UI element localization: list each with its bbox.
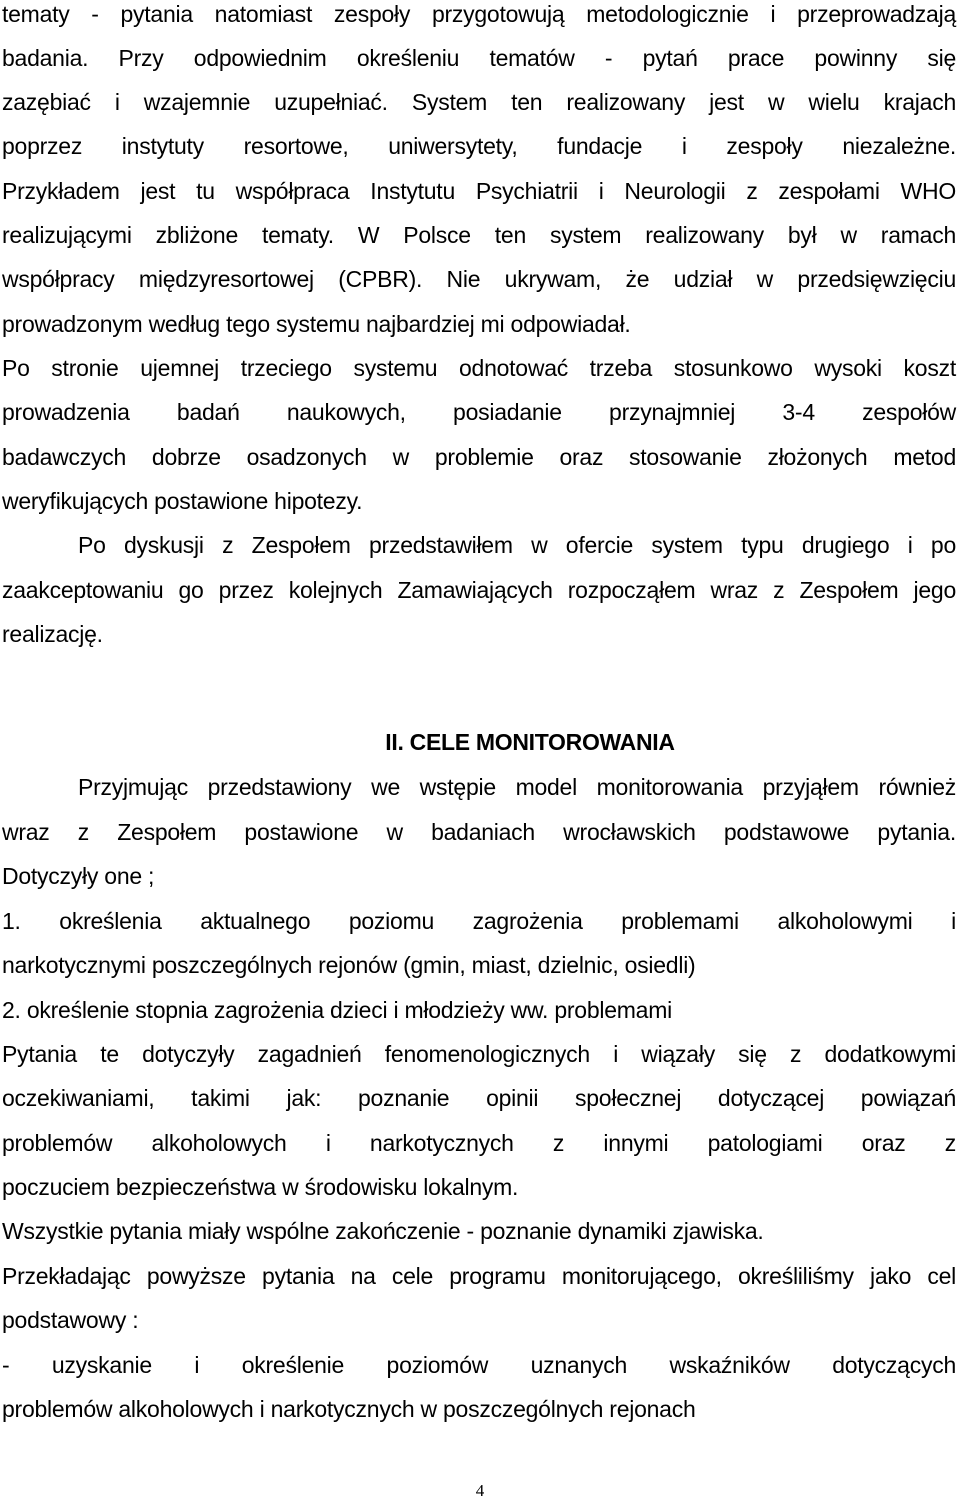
text-line: poczuciem bezpieczeństwa w środowisku lokalnym. — [2, 1174, 519, 1200]
text-line: współpracy międzyresortowej (CPBR). Nie ukrywam, że udział w przedsięwzięciu — [2, 266, 956, 292]
text-line: Po stronie ujemnej trzeciego systemu odnotować trzeba stosunkowo wysoki koszt — [2, 355, 956, 381]
text-line: badawczych dobrze osadzonych w problemie oraz stosowanie złożonych metod — [2, 444, 956, 470]
text-line: zaakceptowaniu go przez kolejnych Zamawiających rozpocząłem wraz z Zespołem jego — [2, 577, 956, 603]
text-line: weryfikujących postawione hipotezy. — [2, 488, 363, 514]
text-line: tematy - pytania natomiast zespoły przygotowują metodologicznie i przeprowadzają — [2, 1, 956, 27]
text-line: oczekiwaniami, takimi jak: poznanie opinii społecznej dotyczącej powiązań — [2, 1085, 956, 1111]
text-line: Przyjmując przedstawiony we wstępie model monitorowania przyjąłem również — [78, 774, 956, 800]
text-line: Po dyskusji z Zespołem przedstawiłem w ofercie system typu drugiego i po — [78, 532, 956, 558]
text-line: prowadzenia badań naukowych, posiadanie przynajmniej 3-4 zespołów — [2, 399, 956, 425]
page-number: 4 — [475, 1481, 485, 1500]
list-item-line: 1. określenia aktualnego poziomu zagrożenia problemami alkoholowymi i — [2, 908, 956, 934]
text-line: prowadzonym według tego systemu najbardziej mi odpowiadał. — [2, 311, 631, 337]
text-line: wraz z Zespołem postawione w badaniach wrocławskich podstawowe pytania. — [2, 819, 956, 845]
list-item-line: - uzyskanie i określenie poziomów uznanych wskaźników dotyczących — [2, 1352, 956, 1378]
list-item-line: problemów alkoholowych i narkotycznych w poszczególnych rejonach — [2, 1396, 696, 1422]
list-item-line: narkotycznymi poszczególnych rejonów (gmin, miast, dzielnic, osiedli) — [2, 952, 696, 978]
text-line: Wszystkie pytania miały wspólne zakończenie - poznanie dynamiki zjawiska. — [2, 1218, 764, 1244]
text-line: realizację. — [2, 621, 103, 647]
section-heading — [0, 728, 960, 756]
text-line: zazębiać i wzajemnie uzupełniać. System ten realizowany jest w wielu krajach — [2, 89, 956, 115]
text-line: Pytania te dotyczyły zagadnień fenomenologicznych i wiązały się z dodatkowymi — [2, 1041, 956, 1067]
text-line: poprzez instytuty resortowe, uniwersytety, fundacje i zespoły niezależne. — [2, 133, 956, 159]
text-line: problemów alkoholowych i narkotycznych z innymi patologiami oraz z — [2, 1130, 956, 1156]
text-line: badania. Przy odpowiednim określeniu tematów - pytań prace powinny się — [2, 45, 956, 71]
text-line: podstawowy : — [2, 1307, 139, 1333]
text-line: Dotyczyły one ; — [2, 863, 155, 889]
text-line: Przykładem jest tu współpraca Instytutu Psychiatrii i Neurologii z zespołami WHO — [2, 178, 956, 204]
text-line: Przekładając powyższe pytania na cele programu monitorującego, określiliśmy jako cel — [2, 1263, 956, 1289]
text-line: realizującymi zbliżone tematy. W Polsce ten system realizowany był w ramach — [2, 222, 956, 248]
section-heading-text: II. CELE MONITOROWANIA — [385, 729, 675, 755]
list-item-line: 2. określenie stopnia zagrożenia dzieci i młodzieży ww. problemami — [2, 997, 672, 1023]
